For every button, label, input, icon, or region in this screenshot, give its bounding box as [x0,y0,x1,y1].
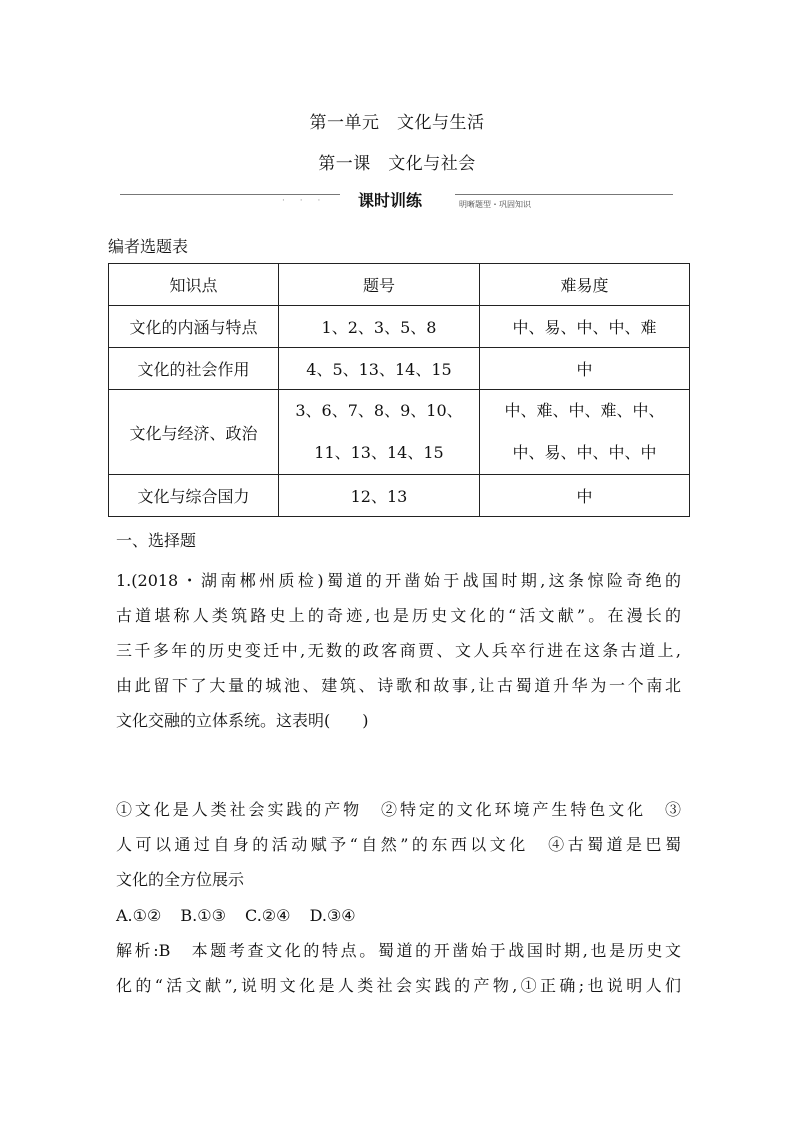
header-topic: 知识点 [109,264,279,306]
cell-numbers [279,390,480,475]
question-stem [116,563,681,738]
answer-choices [116,898,370,933]
band-line-left [120,194,340,195]
cell-topic: 文化与综合国力 [109,475,279,517]
cell-numbers: 1、2、3、5、8 [279,306,480,348]
table-title: 编者选题表 [108,237,189,256]
table-row [109,306,690,348]
question-line: 古道堪称人类筑路史上的奇迹,也是历史文化的“活文献”。在漫长的 [116,606,681,625]
cell-numbers-line: 3、6、7、8、9、10、 [295,401,463,420]
table-row [109,390,690,475]
table-row [109,348,690,390]
header-difficulty: 难易度 [480,264,690,306]
cell-difficulty-line: 中、难、中、难、中、 [504,401,665,420]
unit-title: 第一单元 文化与生活 [309,113,485,133]
cell-difficulty [480,390,690,475]
analysis-line: 解析:B 本题考查文化的特点。蜀道的开凿始于战国时期,也是历史文 [116,941,681,960]
cell-difficulty: 中 [480,348,690,390]
band-subtitle: 明晰题型・巩固知识 [459,200,531,209]
choice-c: C.②④ [245,906,291,925]
choice-a: A.①② [116,906,162,925]
cell-numbers-line: 11、13、14、15 [314,443,444,462]
cell-topic: 文化的内涵与特点 [109,306,279,348]
analysis [116,933,681,1003]
section-band [0,186,794,216]
analysis-line: 化的“活文献”,说明文化是人类社会实践的产物,①正确;也说明人们 [116,976,681,995]
question-line: 三千多年的历史变迁中,无数的政客商贾、文人兵卒行进在这条古道上, [116,641,681,660]
question-line: 由此留下了大量的城池、建筑、诗歌和故事,让古蜀道升华为一个南北 [116,676,681,695]
cell-difficulty: 中 [480,475,690,517]
header-numbers: 题号 [279,264,480,306]
statement-line: 文化的全方位展示 [116,870,245,889]
band-dots-decoration: · · · [282,196,327,206]
band-label: 课时训练 [358,191,423,210]
question-statements [116,792,681,897]
band-line-right [455,194,673,195]
lesson-title: 第一课 文化与社会 [318,154,476,174]
table-header-row [109,264,690,306]
section-title: 一、选择题 [116,531,197,550]
choice-b: B.①③ [180,906,226,925]
topic-table [108,263,690,517]
choice-d: D.③④ [309,906,356,925]
cell-difficulty: 中、易、中、中、难 [480,306,690,348]
cell-numbers: 12、13 [279,475,480,517]
question-line: 1.(2018・湖南郴州质检)蜀道的开凿始于战国时期,这条惊险奇绝的 [116,571,681,590]
cell-difficulty-line: 中、易、中、中、中 [512,443,657,462]
cell-numbers: 4、5、13、14、15 [279,348,480,390]
statement-line: ①文化是人类社会实践的产物 ②特定的文化环境产生特色文化 ③ [116,800,681,819]
table-row [109,475,690,517]
question-line: 文化交融的立体系统。这表明( ) [116,711,369,730]
statement-line: 人可以通过自身的活动赋予“自然”的东西以文化 ④古蜀道是巴蜀 [116,835,681,854]
cell-topic: 文化与经济、政治 [109,390,279,475]
cell-topic: 文化的社会作用 [109,348,279,390]
